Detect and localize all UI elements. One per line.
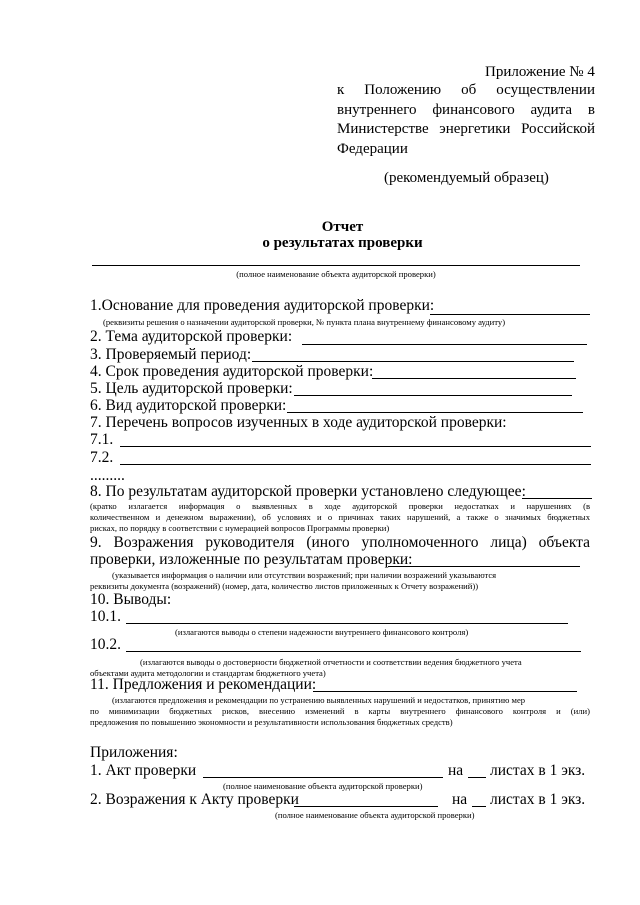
item-11-hint-2: по минимизации бюджетных рисков, внесению изменений в карты внутреннего финансового контроля и (или) — [90, 706, 590, 716]
regulation-line-2: внутреннего финансового аудита в — [337, 102, 595, 118]
item-7-2-field[interactable] — [120, 464, 591, 465]
item-9-hint-2: реквизиты документа (возражений) (номер, дата, количество листов приложенных к Отчету возражений)) — [90, 581, 479, 591]
regulation-line-3: Министерстве энергетики Российской — [337, 121, 595, 137]
item-10-2-hint-2: объектами аудита методологии и стандартам бюджетного учета) — [90, 668, 326, 678]
item-8-label: 8. По результатам аудиторской проверки установлено следующее: — [90, 483, 526, 500]
item-9-hint-1: (указывается информация о наличии или отсутствии возражений; при наличии возражений указываются — [112, 570, 497, 580]
regulation-line-4: Федерации — [337, 141, 408, 157]
item-8-hint-1: (кратко излагается информация о выявленных в ходе аудиторской проверки недостатках и нарушениях (в — [90, 501, 590, 511]
regulation-line-1: к Положению об осуществлении — [337, 82, 595, 98]
attachment-2-name-field[interactable] — [294, 806, 438, 807]
item-11-field[interactable] — [313, 691, 577, 692]
attachment-1-hint: (полное наименование объекта аудиторской проверки) — [223, 781, 423, 791]
item-8-field[interactable] — [522, 498, 592, 499]
attachment-1-on: на — [448, 762, 464, 779]
item-10-2-hint-1: (излагаются выводы о достоверности бюджетной отчетности и соответствии ведения бюджетного учета — [140, 657, 522, 667]
sample-note: (рекомендуемый образец) — [384, 170, 549, 186]
item-7-1-label: 7.1. — [90, 431, 114, 448]
item-9-label-1: 9. Возражения руководителя (иного уполномоченного лица) объекта — [90, 534, 590, 551]
item-11-label: 11. Предложения и рекомендации: — [90, 676, 317, 693]
item-8-hint-2: количественном и денежном выражении), об условиях и о причинах таких нарушений, а также о значимых бюджетных — [90, 512, 590, 522]
attachment-2-label: 2. Возражения к Акту проверки — [90, 791, 299, 808]
attachments-title: Приложения: — [90, 744, 178, 761]
item-5-label: 5. Цель аудиторской проверки: — [90, 380, 293, 397]
item-9-field[interactable] — [388, 566, 580, 567]
attachment-2-on: на — [452, 791, 468, 808]
attachment-1-name-field[interactable] — [203, 777, 443, 778]
item-3-label: 3. Проверяемый период: — [90, 346, 252, 363]
item-1-label: 1.Основание для проведения аудиторской проверки: — [90, 297, 435, 314]
item-7-label: 7. Перечень вопросов изученных в ходе аудиторской проверки: — [90, 414, 507, 431]
item-4-field[interactable] — [372, 378, 576, 379]
item-3-field[interactable] — [252, 361, 574, 362]
item-1-field[interactable] — [430, 314, 590, 315]
object-name-line[interactable] — [92, 265, 580, 266]
item-11-hint-3: предложения по повышению экономности и результативности использования бюджетных средств) — [90, 717, 453, 727]
item-10-label: 10. Выводы: — [90, 591, 172, 608]
attachment-2-hint: (полное наименование объекта аудиторской проверки) — [275, 810, 475, 820]
item-6-label: 6. Вид аудиторской проверки: — [90, 397, 287, 414]
item-9-label-2: проверки, изложенные по результатам проверки: — [90, 551, 413, 568]
item-1-hint: (реквизиты решения о назначении аудиторской проверки, № пункта плана внутреннему финансовому аудиту) — [103, 317, 506, 327]
item-11-hint-1: (излагаются предложения и рекомендации по устранению выявленных нарушений и недостатков, принятию мер — [112, 695, 526, 705]
item-6-field[interactable] — [287, 412, 583, 413]
item-5-field[interactable] — [294, 395, 572, 396]
report-title: Отчет — [321, 219, 364, 235]
attachment-1-label: 1. Акт проверки — [90, 762, 197, 779]
item-10-1-hint: (излагаются выводы о степени надежности внутреннего финансового контроля) — [175, 627, 469, 637]
item-10-2-label: 10.2. — [90, 636, 121, 653]
report-subtitle: о результатах проверки — [262, 235, 423, 251]
attachment-2-sheets-text: листах в 1 экз. — [490, 791, 586, 808]
item-2-label: 2. Тема аудиторской проверки: — [90, 328, 293, 345]
item-7-2-label: 7.2. — [90, 449, 114, 466]
item-10-1-field[interactable] — [126, 623, 568, 624]
object-name-caption: (полное наименование объекта аудиторской проверки) — [236, 269, 436, 279]
item-4-label: 4. Срок проведения аудиторской проверки: — [90, 363, 374, 380]
appendix-title: Приложение № 4 — [485, 64, 595, 80]
item-2-field[interactable] — [302, 344, 587, 345]
item-10-2-field[interactable] — [126, 651, 581, 652]
item-7-1-field[interactable] — [120, 446, 591, 447]
continuation-dots: ......... — [90, 467, 125, 484]
item-8-hint-3: рисках, по порядку в соответствии с нумерацией вопросов Программы проверки) — [90, 523, 390, 533]
item-10-1-label: 10.1. — [90, 608, 121, 625]
attachment-2-sheets-field[interactable] — [472, 806, 486, 807]
attachment-1-sheets-text: листах в 1 экз. — [490, 762, 586, 779]
attachment-1-sheets-field[interactable] — [468, 777, 486, 778]
